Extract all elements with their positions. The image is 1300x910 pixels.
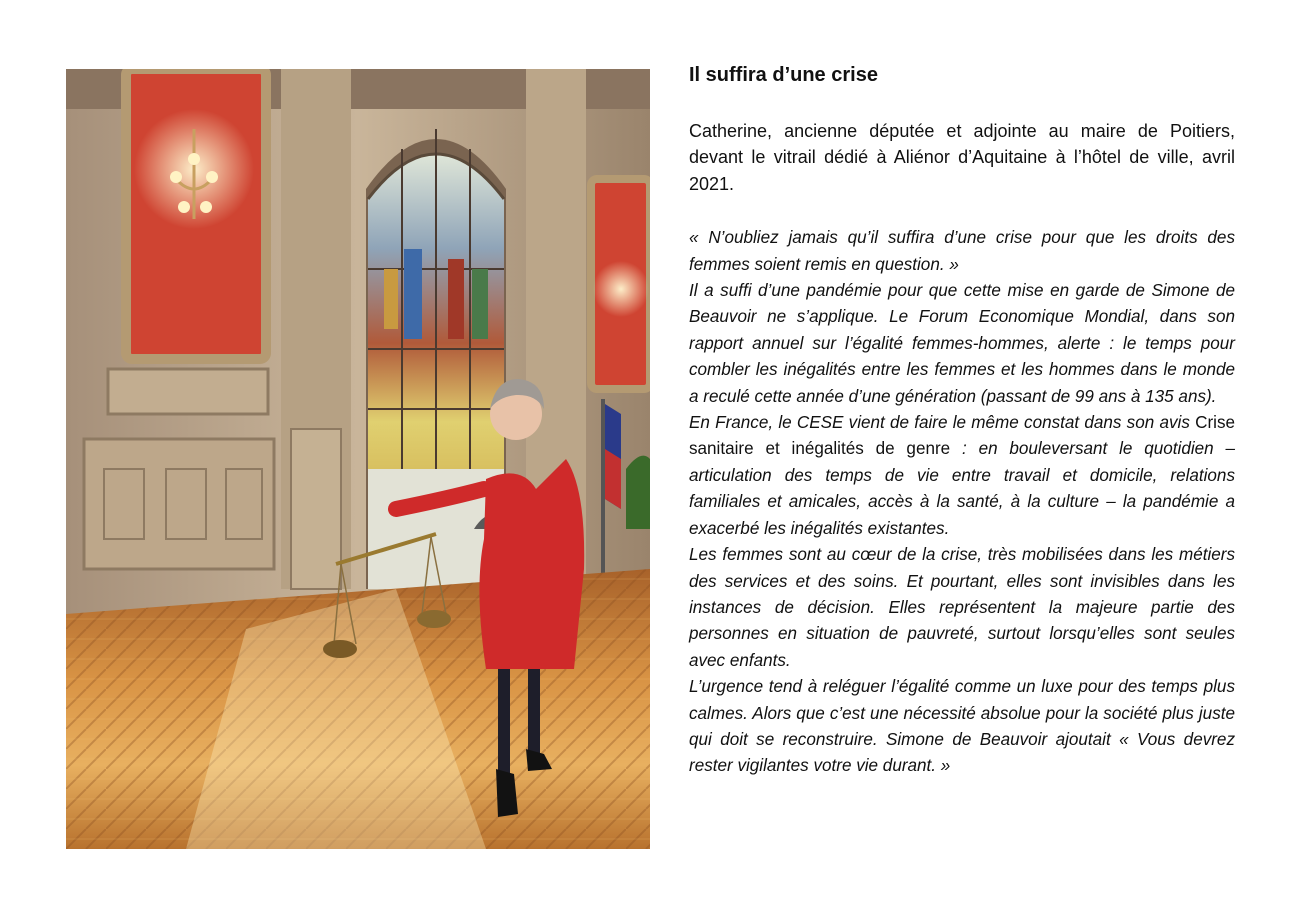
photo-caption: Catherine, ancienne députée et adjointe au maire de Poitiers, devant le vitrail dédié à Aliénor d’Aquitaine à l’hôtel de ville, avril 2021. [689,121,1235,194]
cese-text-2: : en bouleversant le quotidien – articulation des temps de vie entre travail et domicile, relations familiales et amicales, accès à la santé, à la culture – la pandémie a exacerbé les inégalités existantes. [689,439,1235,538]
quote-paragraph: « N’oubliez jamais qu’il suffira d’une crise pour que les droits des femmes soient remis en question. » [689,228,1235,274]
article-photo [66,69,650,849]
cese-text-1: En France, le CESE vient de faire le même constat dans son avis [689,413,1190,433]
cese-paragraph [689,410,1235,542]
cese-report-title: Crise sanitaire et inégalités de genre [689,413,1236,459]
article-title: Il suffira d’une crise [689,64,878,86]
article-text [689,62,1235,780]
women-crisis-paragraph: Les femmes sont au cœur de la crise, très mobilisées dans les métiers des services et des soins. Et pourtant, elles sont invisibles dans les instances de décision. Elles représentent la majeure partie des personnes en situation de pauvreté, surtout lorsqu’elles sont seules avec enfants. [689,545,1235,670]
pandemic-paragraph: Il a suffi d’une pandémie pour que cette mise en garde de Simone de Beauvoir ne s’applique. Le Forum Economique Mondial, dans son rapport annuel sur l’égalité femmes-hommes, alerte : le temps pour combler les inégalités entre les femmes et les hommes dans le monde a reculé cette année d’une génération (passant de 99 ans à 135 ans). [689,281,1235,406]
urgency-paragraph: L’urgence tend à reléguer l’égalité comme un luxe pour des temps plus calmes. Alors que c’est une nécessité absolue pour la société plus juste qui doit se reconstruire. Simone de Beauvoir ajoutait « Vous devrez rester vigilantes votre vie durant. » [689,677,1235,776]
